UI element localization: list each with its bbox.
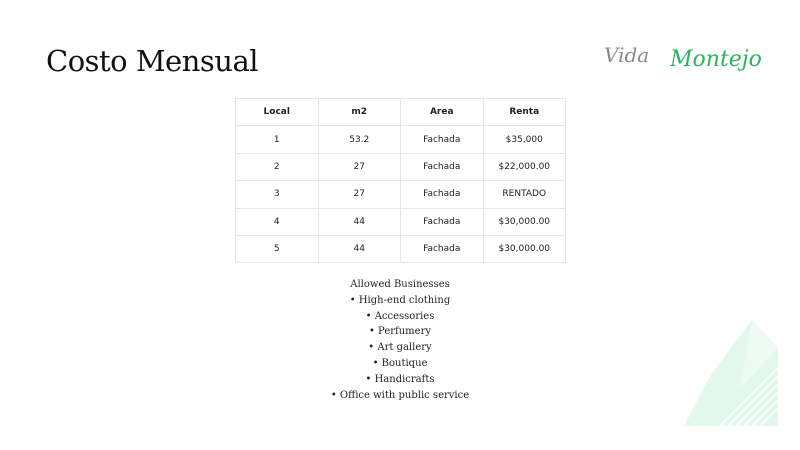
cell-area: Fachada (401, 208, 484, 235)
list-item: • Art gallery (368, 342, 432, 354)
cell-local: 5 (236, 235, 319, 262)
cell-m2: 27 (318, 153, 401, 180)
allowed-businesses-list (286, 277, 514, 403)
cell-m2: 44 (318, 235, 401, 262)
cell-area: Fachada (401, 235, 484, 262)
cell-renta: $22,000.00 (483, 153, 566, 180)
cell-m2: 27 (318, 181, 401, 208)
table-row (236, 235, 566, 262)
table-row (236, 181, 566, 208)
cell-local: 4 (236, 208, 319, 235)
list-item: • Perfumery (368, 326, 432, 338)
header-m2: m2 (318, 99, 401, 126)
cell-m2: 53.2 (318, 126, 401, 153)
table-row (236, 208, 566, 235)
list-item: • Boutique (372, 357, 428, 369)
table-row (236, 153, 566, 180)
cell-renta: $35,000 (483, 126, 566, 153)
page-title: Costo Mensual (46, 44, 259, 78)
cell-area: Fachada (401, 126, 484, 153)
vida-montejo-logo (600, 38, 760, 86)
list-heading: Allowed Businesses (350, 279, 450, 290)
cell-renta: $30,000.00 (483, 235, 566, 262)
header-local: Local (236, 99, 319, 126)
cell-m2: 44 (318, 208, 401, 235)
cell-renta: RENTADO (483, 181, 566, 208)
cell-area: Fachada (401, 153, 484, 180)
rent-table (235, 98, 566, 263)
cell-renta: $30,000.00 (483, 208, 566, 235)
decorative-shape (680, 318, 780, 428)
cell-local: 3 (236, 181, 319, 208)
cell-local: 1 (236, 126, 319, 153)
list-item: • Office with public service (330, 389, 470, 401)
header-renta: Renta (483, 99, 566, 126)
list-item: • High-end clothing (349, 294, 451, 306)
cell-local: 2 (236, 153, 319, 180)
logo-word-vida: Vida (604, 43, 650, 67)
header-area: Area (401, 99, 484, 126)
logo-word-montejo: Montejo (670, 47, 762, 72)
list-item: • Handicrafts (365, 373, 435, 385)
list-item: • Accessories (365, 310, 435, 322)
table-header-row (236, 99, 566, 126)
table-row (236, 126, 566, 153)
cell-area: Fachada (401, 181, 484, 208)
